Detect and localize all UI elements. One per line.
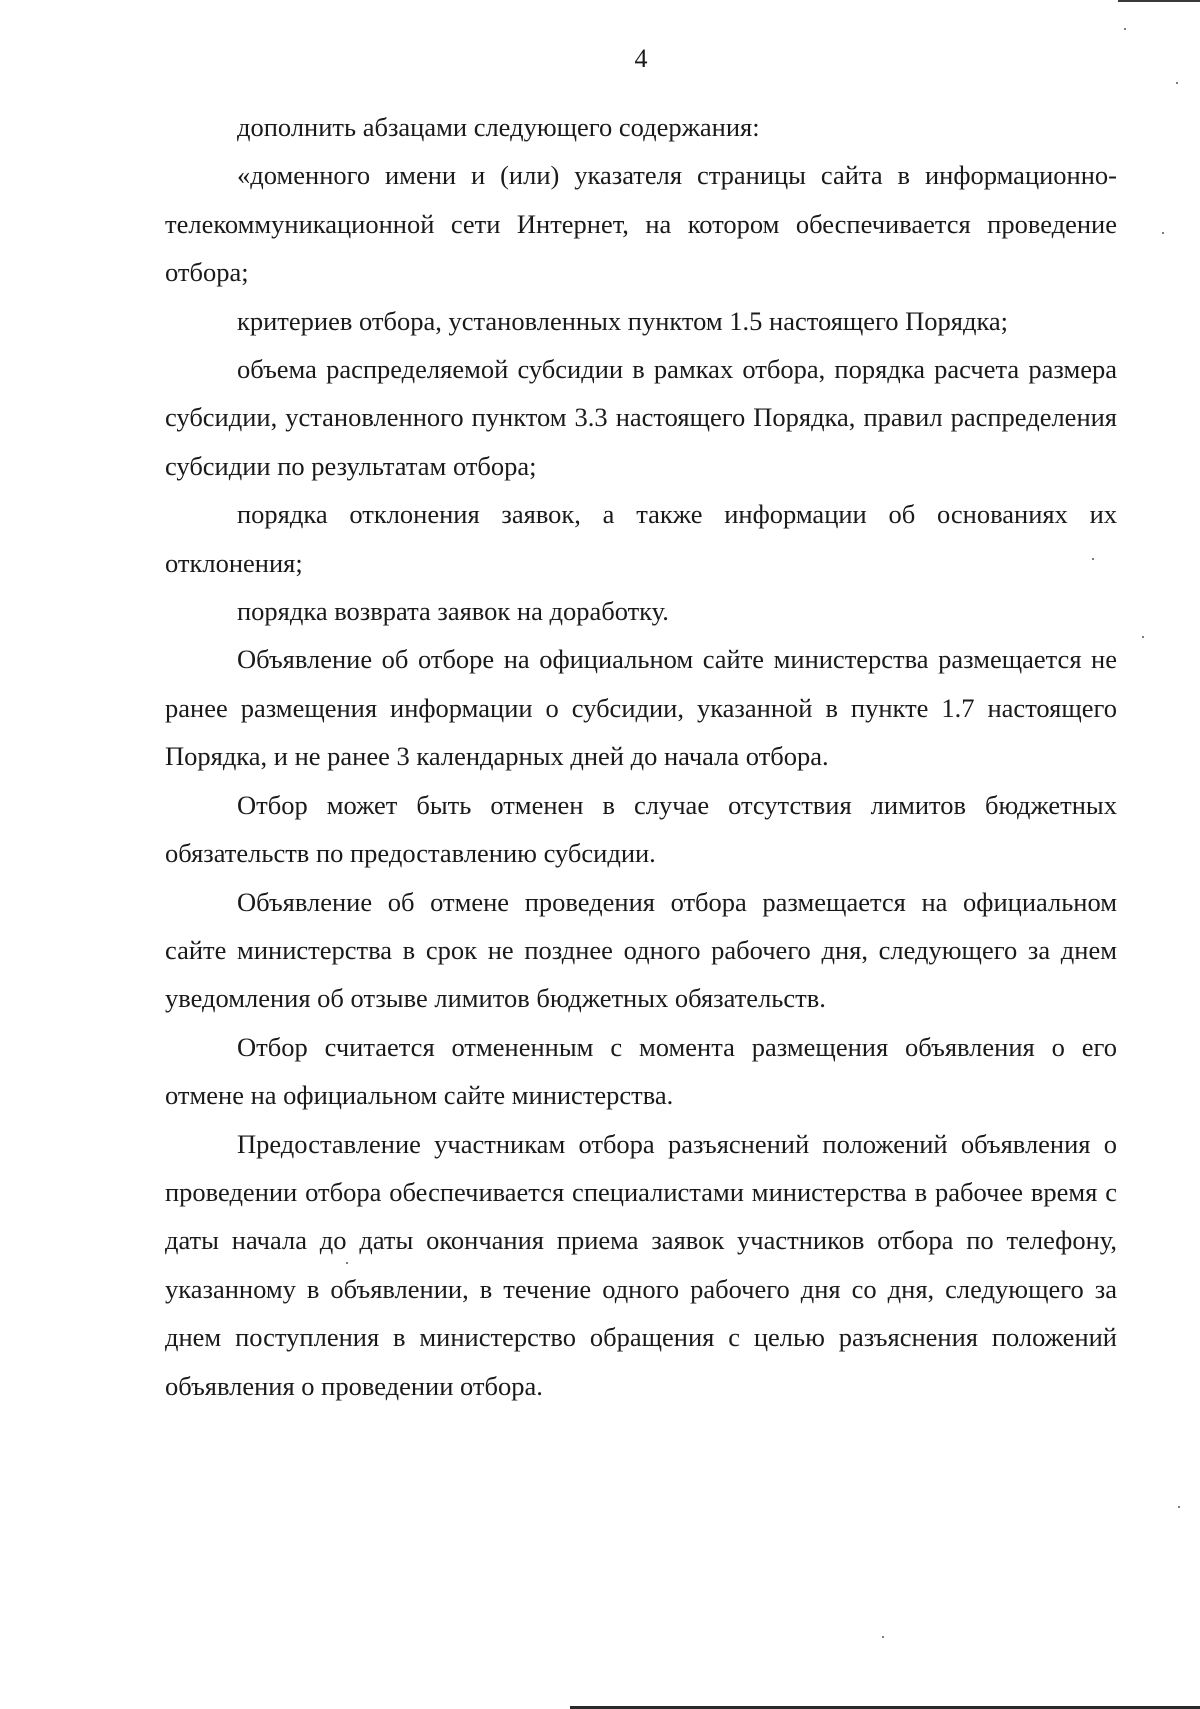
paragraph: объема распределяемой субсидии в рамках отбора, порядка расчета размера субсидии, установленного пунктом 3.3 настоящего Порядка, правил распределения субсидии по результатам отбора;: [165, 354, 1117, 481]
paragraph: порядка отклонения заявок, а также информации об основаниях их отклонения;: [165, 499, 1117, 578]
scan-speck: [1142, 636, 1144, 638]
scan-speck: [1092, 558, 1094, 560]
paragraph: критериев отбора, установленных пунктом 1.5 настоящего Порядка;: [237, 305, 1009, 336]
document-body: [165, 103, 1117, 1410]
scan-speck: [1162, 232, 1164, 234]
paragraph: Объявление об отмене проведения отбора размещается на официальном сайте министерства в срок не позднее одного рабочего дня, следующего за днем уведомления об отзыве лимитов бюджетных обязательств.: [165, 886, 1117, 1014]
paragraph: Предоставление участникам отбора разъяснений положений объявления о проведении отбора обеспечивается специалистами министерства в рабочее время с даты начала до даты окончания приема заявок участников отбора по телефону, указанному в объявлении, в течение одного рабочего дня со дня, следующего за днем поступления в министерство обращения с целью разъяснения положений объявления о проведении отбора.: [165, 1128, 1117, 1401]
scan-speck: [1124, 28, 1126, 30]
paragraph: «доменного имени и (или) указателя страницы сайта в информационно-телекоммуникационной сети Интернет, на котором обеспечивается проведение отбора;: [165, 160, 1117, 288]
scan-speck: [1178, 1506, 1180, 1508]
scan-speck: [882, 1636, 884, 1638]
paragraph: порядка возврата заявок на доработку.: [237, 596, 669, 627]
scan-speck: [346, 1262, 348, 1264]
paragraph: Объявление об отборе на официальном сайте министерства размещается не ранее размещения информации о субсидии, указанной в пункте 1.7 настоящего Порядка, и не ранее 3 календарных дней до начала отбора.: [165, 644, 1117, 772]
paragraph: Отбор считается отмененным с момента размещения объявления о его отмене на официальном сайте министерства.: [165, 1031, 1117, 1111]
paragraph: дополнить абзацами следующего содержания:: [237, 112, 760, 142]
scan-edge-top: [1118, 0, 1200, 2]
paragraph: Отбор может быть отменен в случае отсутствия лимитов бюджетных обязательств по предоставлению субсидии.: [165, 789, 1117, 869]
scan-speck: [1176, 82, 1178, 84]
page-number: 4: [634, 44, 648, 73]
